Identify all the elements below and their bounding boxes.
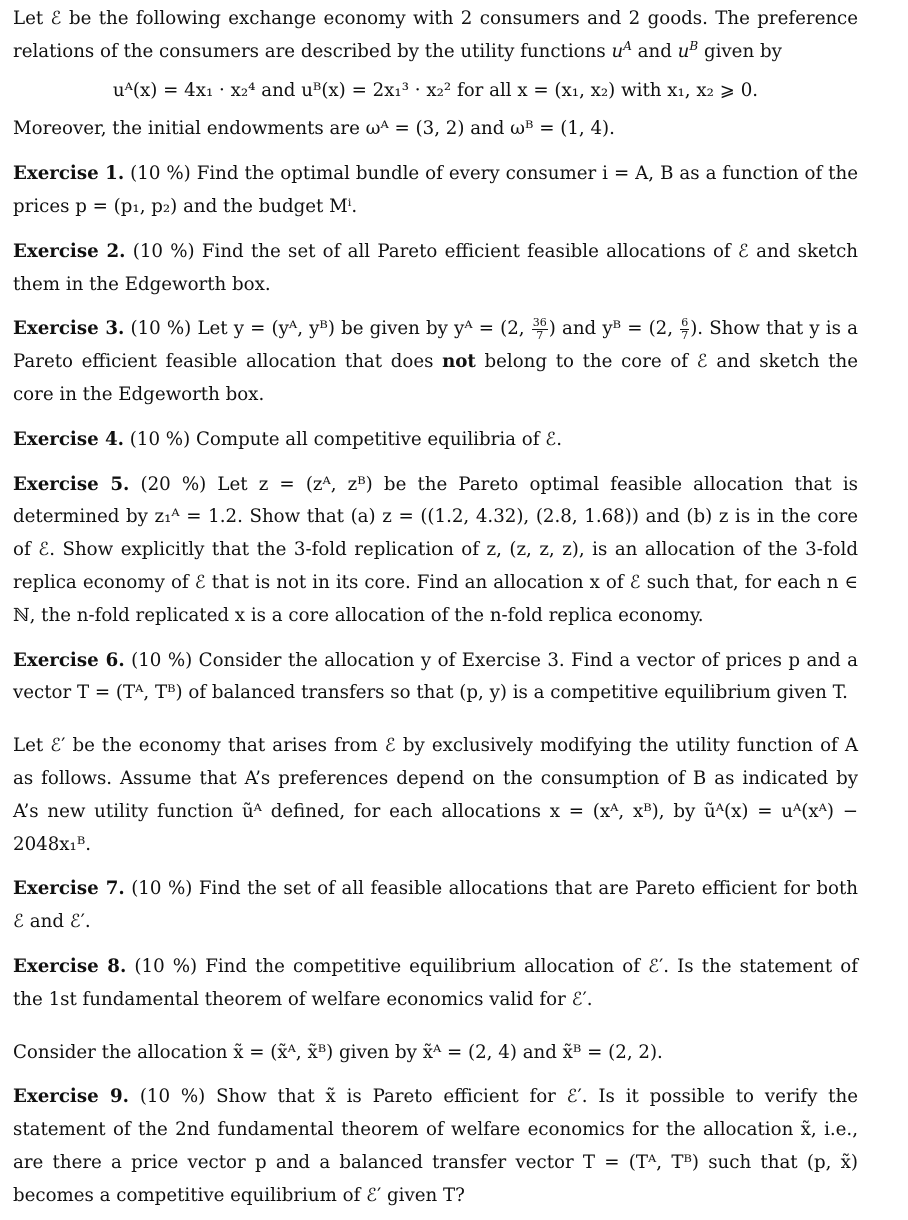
utility-functions-formula: uᴬ(x) = 4x₁ · x₂⁴ and uᴮ(x) = 2x₁³ · x₂² for all x = (x₁, x₂) with x₁, x₂ ⩾ 0. [112, 79, 759, 101]
exercise-7: Exercise 7. (10 %) Find the set of all feasible allocations that are Pareto efficient for both ℰ and ℰ′. [13, 878, 858, 933]
intro-paragraph: Let ℰ be the following exchange economy with 2 consumers and 2 goods. The preference relations of the consumers are described by the utility functions $u^A$ and $u^B$ given by [13, 8, 859, 62]
fraction-6-7: $\frac{6}{7}$ [681, 315, 689, 342]
fraction-36-7: $\frac{36}{7}$ [532, 315, 547, 342]
exercise-4: Exercise 4. (10 %) Compute all competitive equilibria of ℰ. [13, 428, 563, 450]
exercise-9: Exercise 9. (10 %) Show that x̃ is Pareto efficient for ℰ′. Is it possible to verify the statement of the 2nd fundamental theorem of welfare economics for the allocation x̃, i.e., are there a price vector p and a balanced transfer vector T = (Tᴬ, Tᴮ) such that (p, x̃) becomes a competitive equilibrium of ℰ′ given T? [13, 1086, 858, 1206]
exercise-1: Exercise 1. (10 %) Find the optimal bundle of every consumer i = A, B as a function of the prices p = (p₁, p₂) and the budget Mⁱ. [13, 163, 858, 217]
economy-symbol: ℰ [50, 8, 62, 29]
allocation-tilde-sentence: Consider the allocation x̃ = (x̃ᴬ, x̃ᴮ) given by x̃ᴬ = (2, 4) and x̃ᴮ = (2, 2). [13, 1041, 663, 1063]
exercise-5: Exercise 5. (20 %) Let z = (zᴬ, zᴮ) be the Pareto optimal feasible allocation that is determined by z₁ᴬ = 1.2. Show that (a) z = ((1.2, 4.32), (2.8, 1.68)) and (b) z is in the core of ℰ. Show explicitly that the 3-fold replication of z, (z, z, z), is an allocation of the 3-fold replica economy of ℰ that is not in its core. Find an allocation x of ℰ such that, for each n ∈ ℕ, the n-fold replicated x is a core allocation of the n-fold replica economy. [13, 473, 858, 626]
modified-economy-paragraph: Let ℰ′ be the economy that arises from ℰ by exclusively modifying the utility function of A as follows. Assume that A’s preferences depend on the consumption of B as indicated by A’s new utility function ũᴬ defined, for each allocations x = (xᴬ, xᴮ), by ũᴬ(x) = uᴬ(xᴬ) − 2048x₁ᴮ. [13, 735, 858, 855]
exercise-3: Exercise 3. (10 %) Let y = (yᴬ, yᴮ) be given by yᴬ = (2, $\frac{36}{7}$ ) and yᴮ = (2, $\frac{6}{7}$ ). Show that y is a Pareto efficient feasible allocation that does not belong to the core of ℰ and sketch the core in the Edgeworth box. [13, 315, 858, 405]
exercise-6: Exercise 6. (10 %) Consider the allocation y of Exercise 3. Find a vector of prices p and a vector T = (Tᴬ, Tᴮ) of balanced transfers so that (p, y) is a competitive equilibrium given T. [13, 649, 858, 704]
exercise-2: Exercise 2. (10 %) Find the set of all Pareto efficient feasible allocations of ℰ and sketch them in the Edgeworth box. [13, 240, 858, 295]
exercise-8: Exercise 8. (10 %) Find the competitive equilibrium allocation of ℰ′. Is the statement of the 1st fundamental theorem of welfare economics valid for ℰ′. [13, 955, 858, 1010]
endowments-sentence: Moreover, the initial endowments are ωᴬ = (3, 2) and ωᴮ = (1, 4). [13, 118, 615, 140]
